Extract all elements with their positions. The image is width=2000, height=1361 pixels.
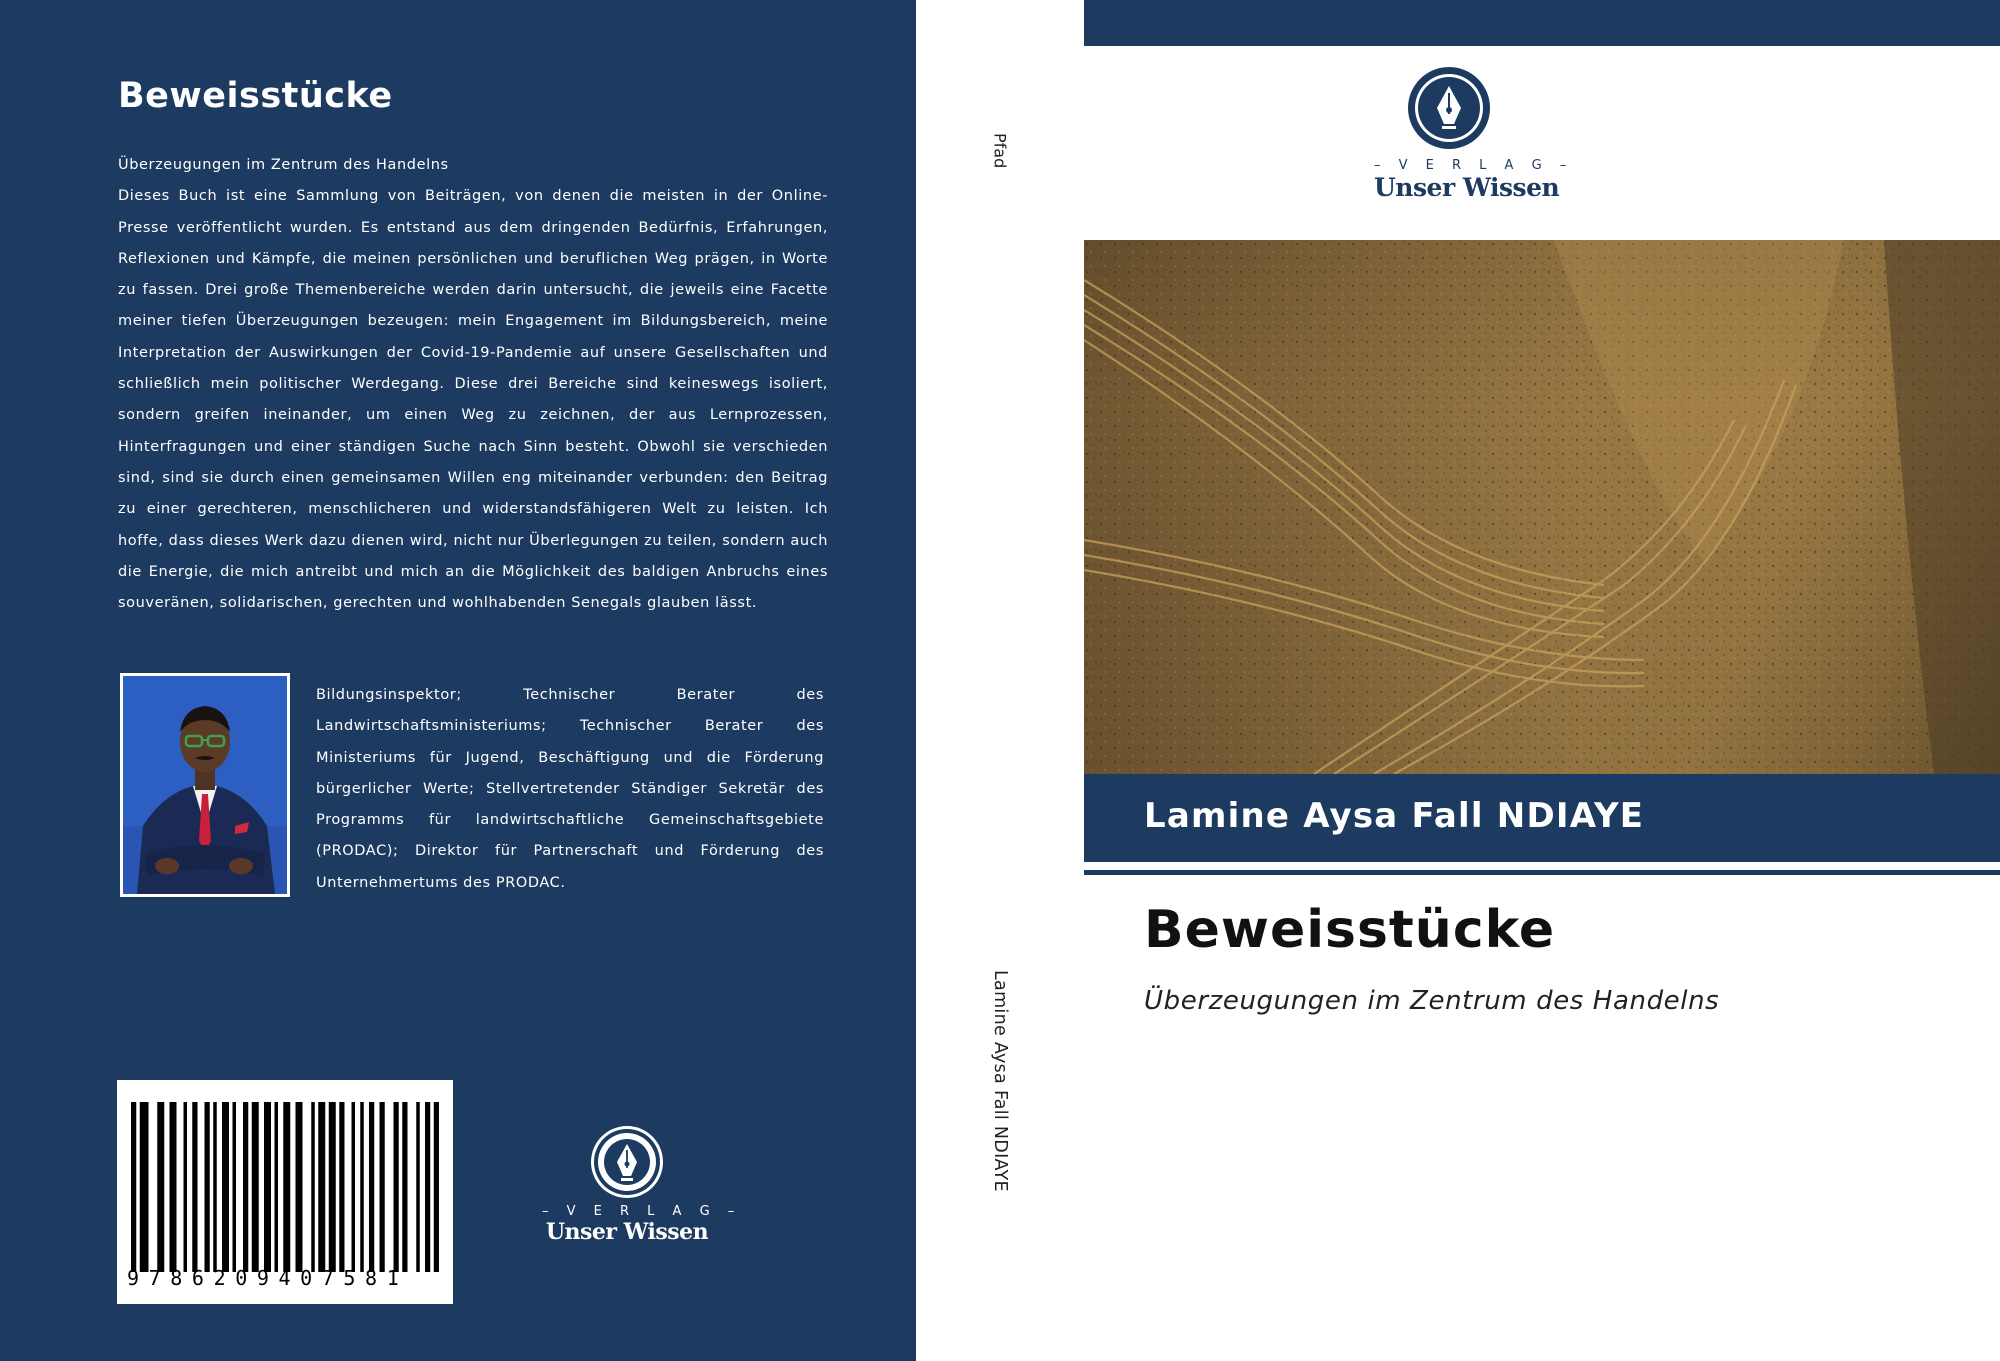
spine <box>916 0 1084 1361</box>
barcode-bar <box>131 1102 136 1272</box>
back-cover <box>0 0 916 1361</box>
front-top-bar <box>1084 0 2000 46</box>
barcode-bar <box>318 1102 325 1272</box>
back-publisher-logo <box>542 1124 742 1245</box>
divider-rule <box>1084 870 2000 875</box>
barcode-bar <box>416 1102 420 1272</box>
barcode-bar <box>311 1102 315 1272</box>
back-blurb <box>118 150 828 619</box>
isbn-barcode <box>117 1080 453 1304</box>
back-description: Dieses Buch ist eine Sammlung von Beiträgen, von denen die meisten in der Online-Presse veröffentlicht wurden. Es entstand aus dem dringenden Bedürfnis, Erfahrungen, Reflexionen und Kämpfe, die meinen persönlichen und beruflichen Weg prägen, in Worte zu fassen. Drei große Themenbereiche werden darin untersucht, die jeweils eine Facette meiner tiefen Überzeugungen bezeugen: mein Engagement im Bildungsbereich, meine Interpretation der Auswirkungen der Covid-19-Pandemie auf unsere Gesellschaften und schließlich mein politischer Werdegang. Diese drei Bereiche sind keineswegs isoliert, sondern greifen ineinander, um einen Weg zu zeichnen, der aus Lernprozessen, Hinterfragungen und einer ständigen Suche nach Sinn besteht. Obwohl sie verschieden sind, sind sie durch einen gemeinsamen Willen eng miteinander verbunden: den Beitrag zu einer gerechteren, menschlicheren und widerstandsfähigeren Welt zu leisten. Ich hoffe, dass dieses Werk dazu dienen wird, nicht nur Überlegungen zu teilen, sondern auch die Energie, die mich antreibt und mich an die Möglichkeit des baldigen Anbruchs eines souveränen, solidarischen, gerechten und wohlhabenden Senegals glauben lässt. <box>118 188 828 612</box>
front-author-name: Lamine Aysa Fall NDIAYE <box>1144 796 1645 836</box>
barcode-bar <box>252 1102 259 1272</box>
barcode-bar <box>329 1102 336 1272</box>
barcode-bar <box>157 1102 164 1272</box>
author-portrait-image <box>123 676 287 894</box>
front-logo-brand: Unser Wissen <box>1374 173 1560 202</box>
barcode-bar <box>184 1102 188 1272</box>
barcode-bar <box>233 1102 237 1272</box>
barcode-bar <box>425 1102 430 1272</box>
fountain-pen-nib-icon <box>589 1124 665 1200</box>
barcode-bar <box>140 1102 145 1272</box>
barcode-bar <box>243 1102 248 1272</box>
spine-imprint: Pfad <box>990 133 1010 169</box>
barcode-bar <box>380 1102 385 1272</box>
barcode-bar <box>145 1102 149 1272</box>
barcode-bar <box>360 1102 364 1272</box>
back-logo-brand: Unser Wissen <box>545 1219 709 1245</box>
barcode-bar <box>222 1102 229 1272</box>
barcode-bar <box>205 1102 210 1272</box>
author-photo <box>120 673 290 897</box>
barcode-bar <box>339 1102 344 1272</box>
back-title: Beweisstücke <box>118 76 393 116</box>
cover-photo <box>1084 240 2000 774</box>
front-cover <box>1084 0 2000 1361</box>
sand-tire-tracks-image <box>1084 240 2000 774</box>
front-publisher-logo <box>1374 66 1574 202</box>
front-title: Beweisstücke <box>1144 900 1556 960</box>
isbn-digits: 9786209407581 <box>127 1266 409 1290</box>
author-bio: Bildungsinspektor; Technischer Berater des Landwirtschaftsministeriums; Technischer Berater des Ministeriums für Jugend, Beschäftigung und die Förderung bürgerlicher Werte; Stellvertretender Ständiger Sekretär des Programms für landwirtschaftliche Gemeinschaftsgebiete (PRODAC); Direktor für Partnerschaft und Förderung des Unternehmertums des PRODAC. <box>316 687 824 891</box>
barcode-bar <box>369 1102 374 1272</box>
barcode-bar <box>283 1102 290 1272</box>
barcode-bar <box>192 1102 197 1272</box>
back-logo-verlag: – V E R L A G – <box>542 1204 742 1219</box>
barcode-bar <box>275 1102 279 1272</box>
fountain-pen-nib-icon <box>1407 66 1491 150</box>
barcode-bar <box>170 1102 177 1272</box>
barcode-bar <box>264 1102 271 1272</box>
back-tagline: Überzeugungen im Zentrum des Handelns <box>118 157 449 173</box>
barcode-bar <box>296 1102 303 1272</box>
spine-author: Lamine Aysa Fall NDIAYE <box>990 970 1010 1192</box>
author-band <box>1084 774 2000 862</box>
barcode-bar <box>402 1102 407 1272</box>
barcode-bar <box>434 1102 439 1272</box>
front-subtitle: Überzeugungen im Zentrum des Handelns <box>1144 986 1720 1016</box>
barcode-bar <box>213 1102 217 1272</box>
barcode-bar <box>352 1102 356 1272</box>
barcode-bar <box>394 1102 399 1272</box>
front-logo-verlag: – V E R L A G – <box>1374 158 1574 173</box>
